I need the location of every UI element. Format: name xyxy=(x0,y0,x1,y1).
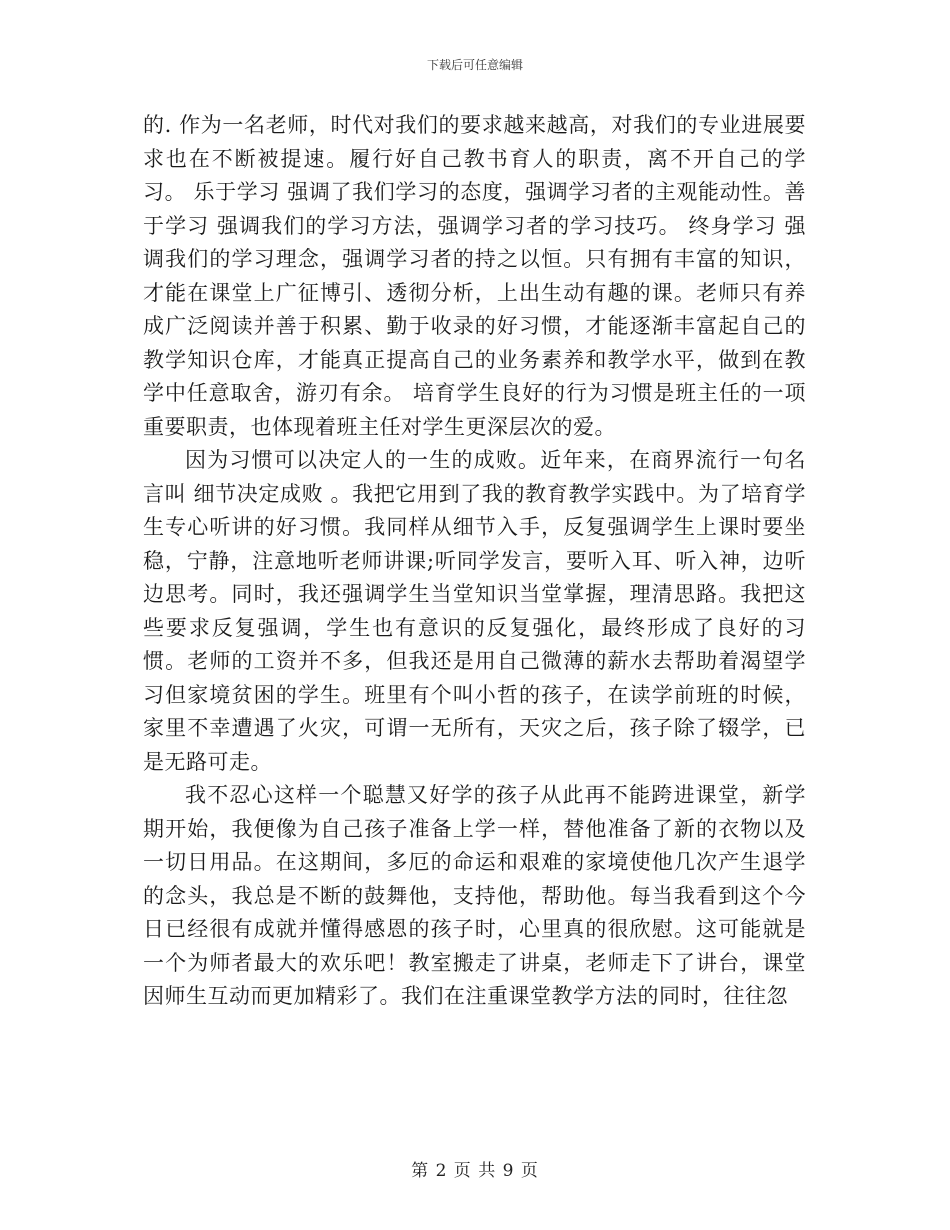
paragraph-1: 的. 作为一名老师，时代对我们的要求越来越高，对我们的专业进展要求也在不断被提速。履行好自己教书育人的职责，离不开自己的学习。 乐于学习 强调了我们学习的态度，强调学习者的主观能动性。善于学习 强调我们的学习方法，强调学习者的学习技巧。 终身学习 强调我们的学习理念，强调学习者的持之以恒。只有拥有丰富的知识，才能在课堂上广征博引、透彻分析，上出生动有趣的课。老师只有养成广泛阅读并善于积累、勤于收录的好习惯，才能逐渐丰富起自己的教学知识仓库，才能真正提高自己的业务素养和教学水平，做到在教学中任意取舍，游刃有余。 培育学生良好的行为习惯是班主任的一项重要职责，也体现着班主任对学生更深层次的爱。 xyxy=(143,113,806,439)
paragraph-3: 我不忍心这样一个聪慧又好学的孩子从此再不能跨进课堂，新学期开始，我便像为自己孩子准备上学一样，替他准备了新的衣物以及一切日用品。在这期间，多厄的命运和艰难的家境使他几次产生退学的念头，我总是不断的鼓舞他，支持他，帮助他。每当我看到这个今日已经很有成就并懂得感恩的孩子时，心里真的很欣慰。这可能就是一个为师者最大的欢乐吧！教室搬走了讲桌，老师走下了讲台，课堂因师生互动而更加精彩了。我们在注重课堂教学方法的同时，往往忽 xyxy=(143,783,806,1008)
page-header: 下载后可任意编辑 xyxy=(426,58,523,72)
paragraph-2: 因为习惯可以决定人的一生的成败。近年来，在商界流行一句名言叫 细节决定成败 。我把它用到了我的教育教学实践中。为了培育学生专心听讲的好习惯。我同样从细节入手，反复强调学生上课时要坐稳，宁静，注意地听老师讲课;听同学发言，要听入耳、听入神，边听边思考。同时，我还强调学生当堂知识当堂掌握，理清思路。我把这些要求反复强调，学生也有意识的反复强化，最终形成了良好的习惯。老师的工资并不多，但我还是用自己微薄的薪水去帮助着渴望学习但家境贫困的学生。班里有个叫小哲的孩子，在读学前班的时候，家里不幸遭遇了火灾，可谓一无所有，天灾之后，孩子除了辍学，已是无路可走。 xyxy=(143,448,806,774)
document-body xyxy=(143,109,806,1014)
page-number-footer: 第 2 页 共 9 页 xyxy=(411,1161,539,1181)
